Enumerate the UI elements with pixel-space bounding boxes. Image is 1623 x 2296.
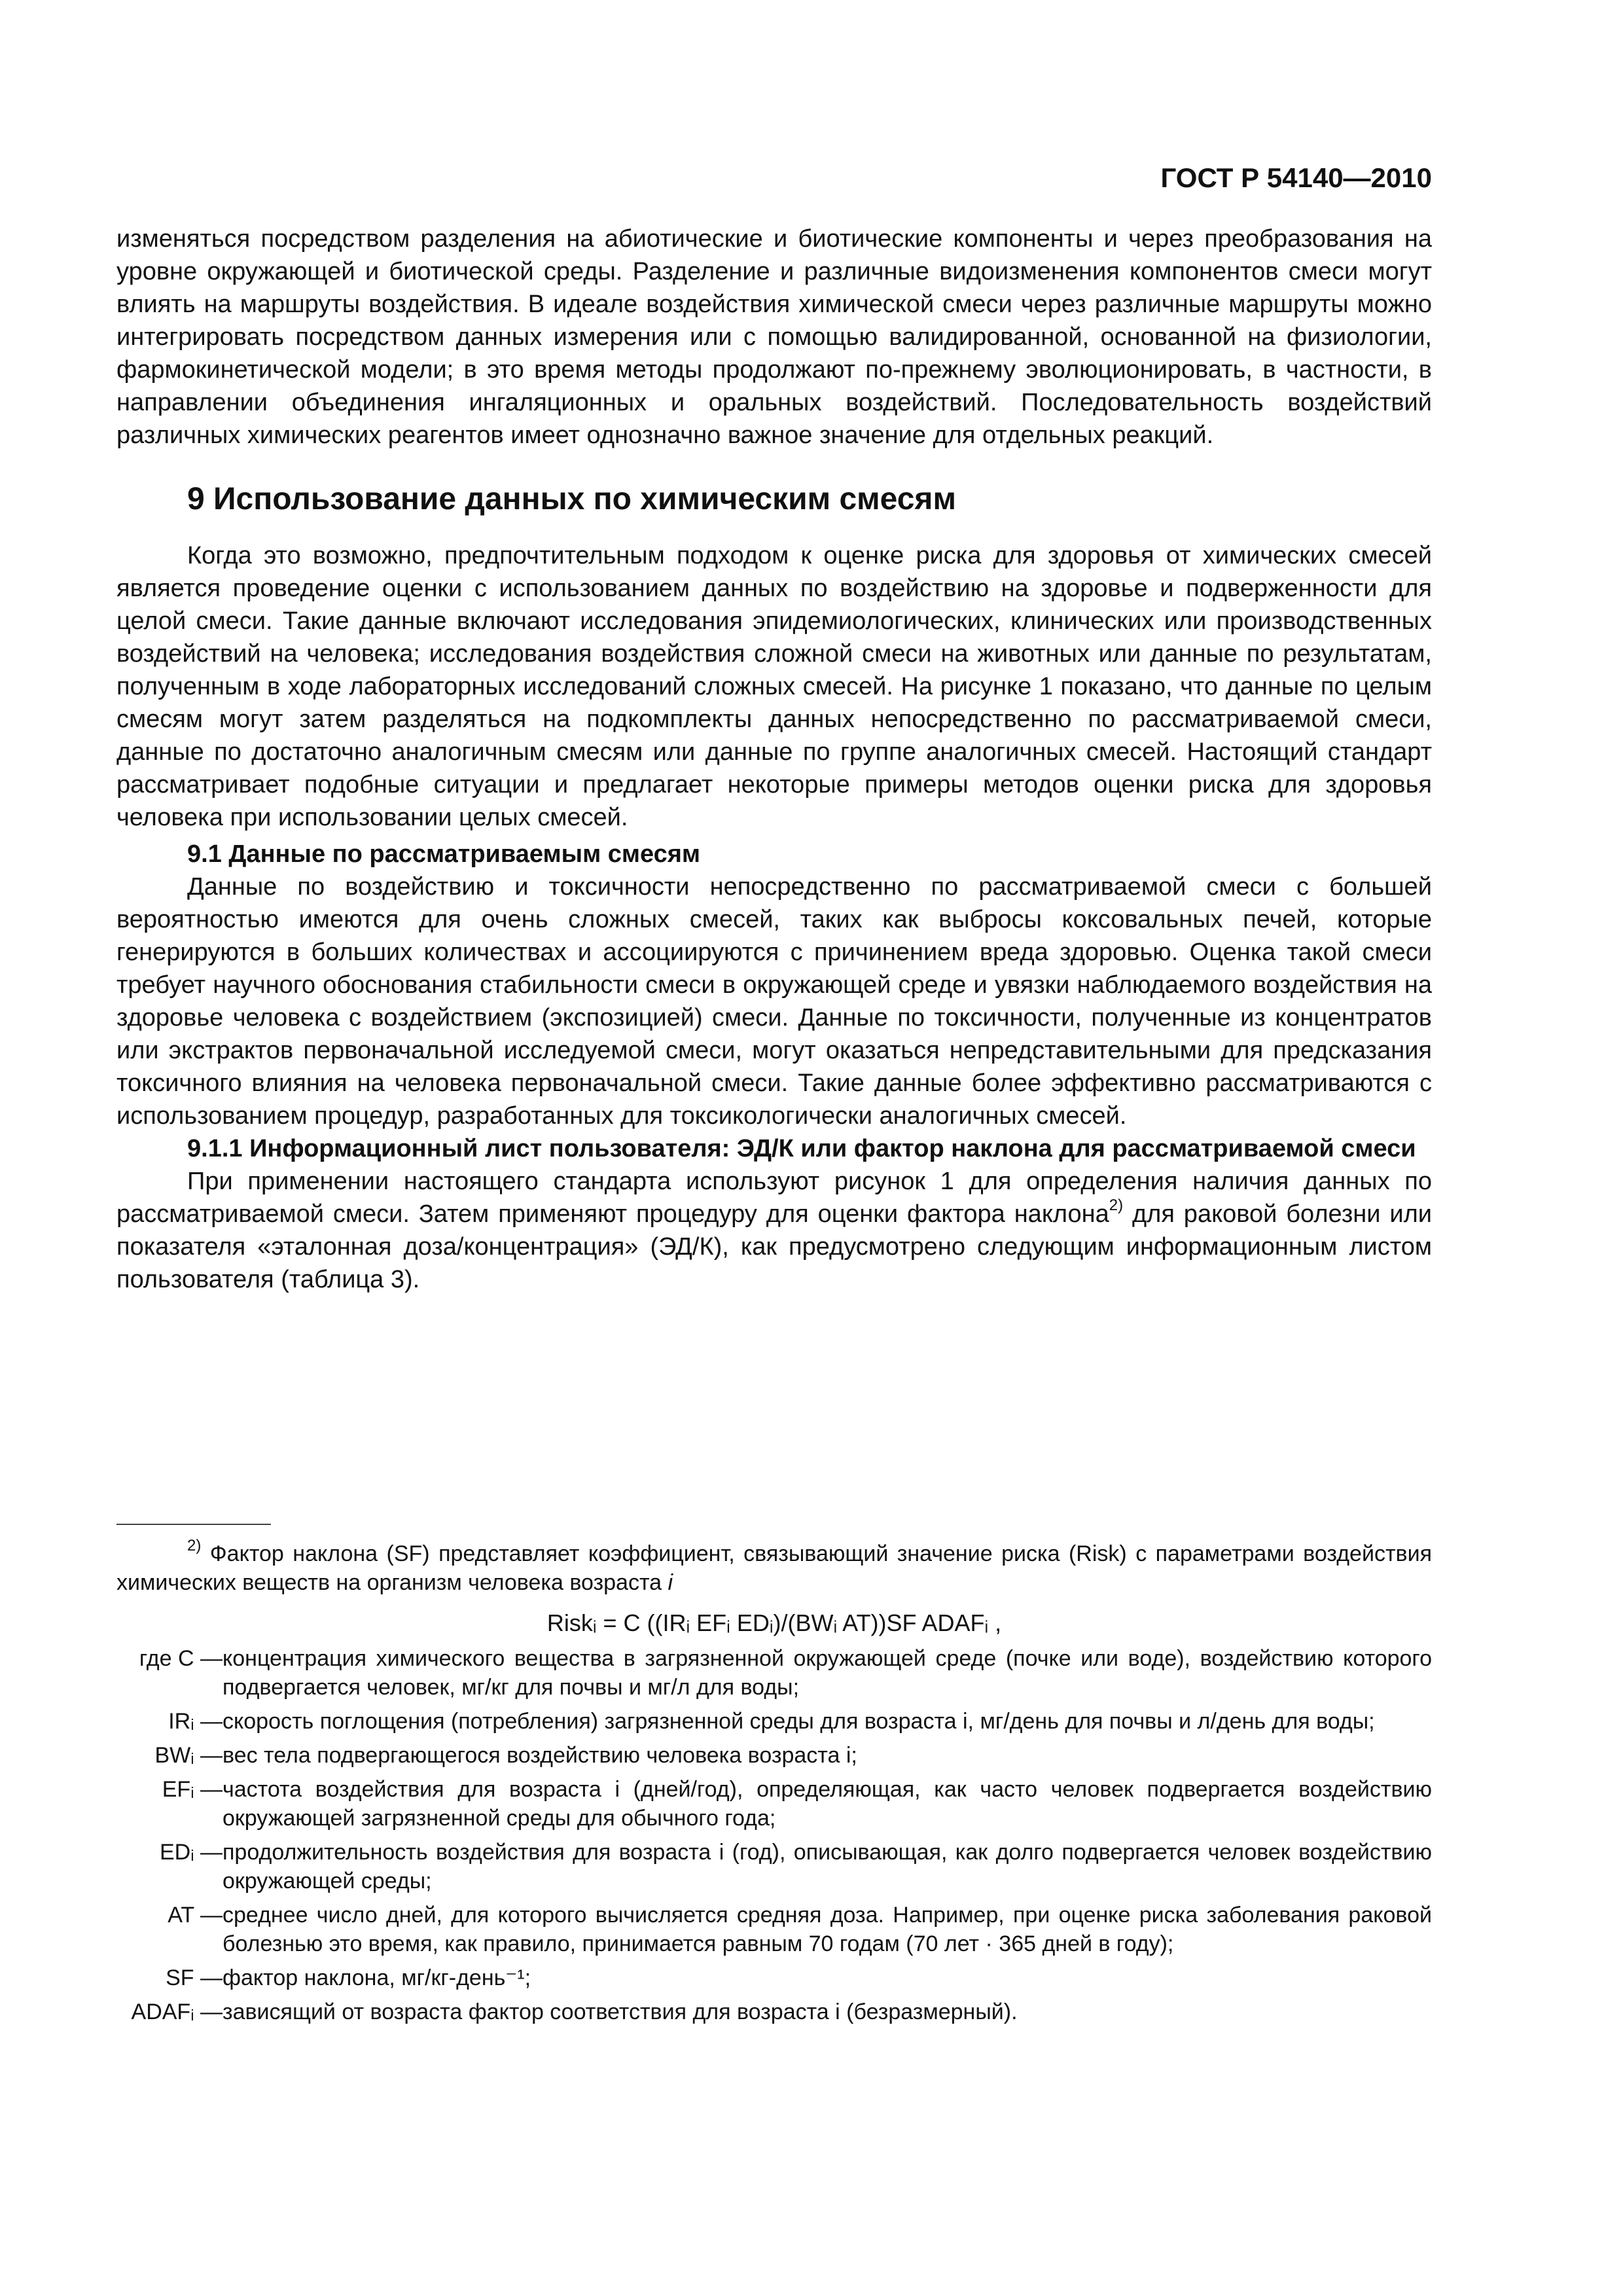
definition-term: EDᵢ — <box>159 1840 223 1865</box>
footnote-intro <box>116 1536 1432 1597</box>
footnote <box>116 1536 1432 2026</box>
risk-formula: Riskᵢ = C ((IRᵢ EFᵢ EDᵢ)/(BWᵢ AT))SF ADAFᵢ , <box>546 1609 1002 1636</box>
section-9-heading: 9 Использование данных по химическим смесям <box>187 482 956 516</box>
section-9-1-1-heading: 9.1.1 Информационный лист пользователя: ЭД/К или фактор наклона для рассматриваемой смеси <box>187 1135 1416 1162</box>
definition-text: продолжительность воздействия для возраста i (год), описывающая, как долго подвергается человек воздействию окружающей среды; <box>223 1840 1432 1893</box>
paragraph-text-a: При применении настоящего стандарта используют рисунок 1 для определения наличия данных по рассматриваемой смеси. Затем применяют процедуру для оценки фактора наклона <box>116 1168 1432 1228</box>
footnote-variable: i <box>668 1570 673 1595</box>
section-9-1-heading: 9.1 Данные по рассматриваемым смесям <box>187 840 701 868</box>
footnote-mark: 2) <box>187 1536 202 1554</box>
footnote-ref: 2) <box>1109 1196 1124 1215</box>
standard-header: ГОСТ Р 54140—2010 <box>1160 162 1432 193</box>
definition-text: зависящий от возраста фактор соответствия для возраста i (безразмерный). <box>223 2000 1018 2024</box>
paragraph-text-b: для раковой болезни или показателя «эталонная доза/концентрация» (ЭД/К), как предусмотрено следующим информационным листом пользователя (таблица 3). <box>116 1200 1432 1293</box>
definition-text: концентрация химического вещества в загрязненной окружающей среде (почке или воде), воздействию которого подвергается человек, мг/кг для почвы и мг/л для воды; <box>223 1646 1432 1700</box>
definition-text: скорость поглощения (потребления) загрязненной среды для возраста i, мг/день для почвы и л/день для воды; <box>223 1709 1375 1734</box>
definition-text: среднее число дней, для которого вычисляется средняя доза. Например, при оценке риска заболевания раковой болезнью это время, как правило, принимается равным 70 годам (70 лет · 365 дней в году); <box>223 1903 1432 1956</box>
definition-term: EFᵢ — <box>162 1777 223 1802</box>
body-text <box>116 223 1432 1296</box>
definition-term: AT — <box>168 1903 223 1928</box>
section-9-paragraph: Когда это возможно, предпочтительным подходом к оценке риска для здоровья от химических смесей является проведение оценки с использованием данных по воздействию на здоровье и подверженности для целой смеси. Такие данные включают исследования эпидемиологических, клинических или производственных воздействий на человека; исследования воздействия сложной смеси на животных или данные по результатам, полученным в ходе лабораторных исследований сложных смесей. На рисунке 1 показано, что данные по целым смесям могут затем разделяться на подкомплекты данных непосредственно по рассматриваемой смеси, данные по достаточно аналогичным смесям или данные по группе аналогичных смесей. Настоящий стандарт рассматривает подобные ситуации и предлагает некоторые примеры методов оценки риска для здоровья человека при использовании целых смесей. <box>116 542 1432 831</box>
section-9-1-paragraph: Данные по воздействию и токсичности непосредственно по рассматриваемой смеси с большей вероятностью имеются для очень сложных смесей, таких как выбросы коксовальных печей, которые генерируются в больших количествах и ассоциируются с причинением вреда здоровью. Оценка такой смеси требует научного обоснования стабильности смеси в окружающей среде и увязки наблюдаемого воздействия на здоровье человека с воздействием (экспозицией) смеси. Данные по токсичности, полученные из концентратов или экстрактов первоначальной исследуемой смеси, могут оказаться непредставительными для предсказания токсичного влияния на человека первоначальной смеси. Такие данные более эффективно рассматриваются с использованием процедур, разработанных для токсикологически аналогичных смесей. <box>116 873 1432 1130</box>
definition-term: ADAFᵢ — <box>131 2000 223 2024</box>
intro-paragraph: изменяться посредством разделения на абиотические и биотические компоненты и через преобразования на уровне окружающей и биотической среды. Разделение и различные видоизменения компонентов смеси могут влиять на маршруты воздействия. В идеале воздействия химической смеси через различные маршруты можно интегрировать посредством данных измерения или с помощью валидированной, основанной на физиологии, фармокинетической модели; в это время методы продолжают по-прежнему эволюционировать, в частности, в направлении объединения ингаляционных и оральных воздействий. Последовательность воздействий различных химических реагентов имеет однозначно важное значение для отдельных реакций. <box>116 225 1432 449</box>
definition-text: частота воздействия для возраста i (дней/год), определяющая, как часто человек подвергается воздействию окружающей загрязненной среды для обычного года; <box>223 1777 1432 1831</box>
definition-term: BWᵢ — <box>154 1743 223 1768</box>
definition-text: вес тела подвергающегося воздействию человека возраста i; <box>223 1743 857 1768</box>
definition-term: где C — <box>139 1646 223 1671</box>
definition-term: SF — <box>166 1965 223 1990</box>
definition-term: IRᵢ — <box>168 1709 223 1734</box>
definition-text: фактор наклона, мг/кг-день⁻¹; <box>223 1965 531 1990</box>
footnote-text: Фактор наклона (SF) представляет коэффициент, связывающий значение риска (Risk) с параметрами воздействия химических веществ на организм человека возраста <box>116 1541 1432 1595</box>
section-9-1-1-paragraph <box>116 1165 1432 1296</box>
footnote-divider <box>116 1524 271 1525</box>
definition-list <box>116 1644 1432 2026</box>
